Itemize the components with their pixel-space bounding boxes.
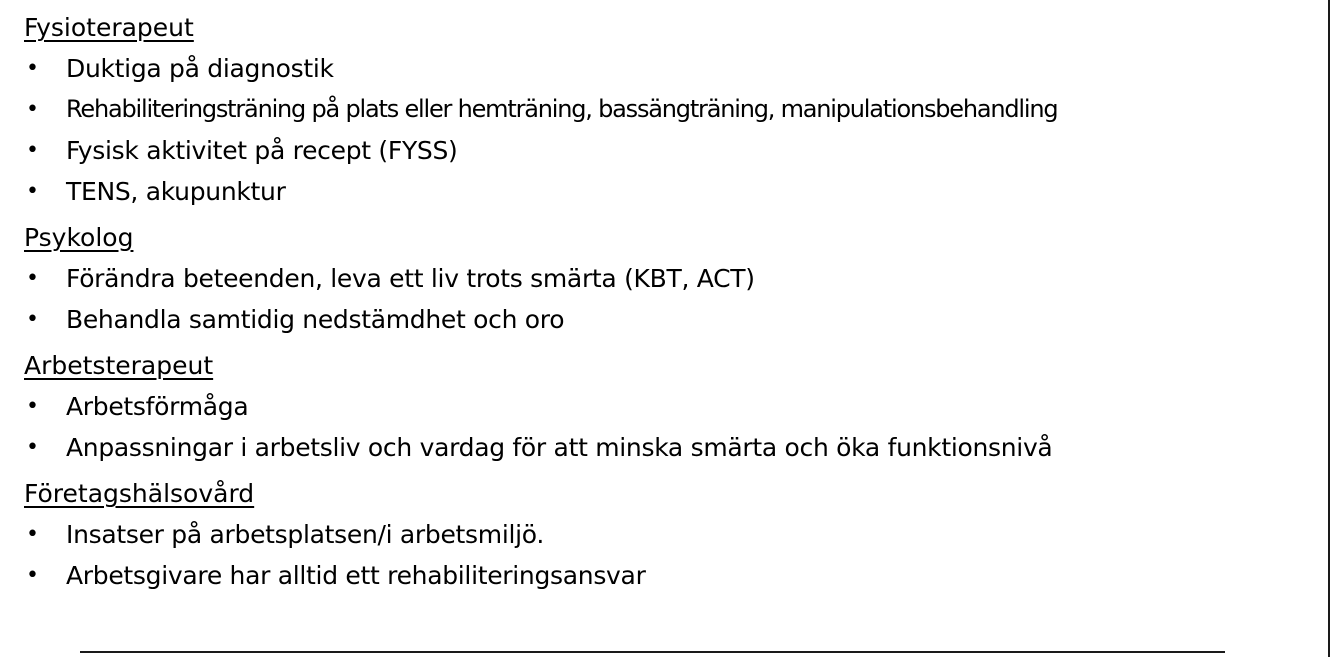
bullet-list <box>24 514 1319 596</box>
list-item-text: Anpassningar i arbetsliv och vardag för att minska smärta och öka funktionsnivå <box>66 433 1053 462</box>
bullet-icon: • <box>26 394 39 419</box>
section-arbetsterapeut <box>24 346 1319 468</box>
section-fysioterapeut <box>24 8 1319 212</box>
bullet-icon: • <box>26 307 39 332</box>
list-item-text: Förändra beteenden, leva ett liv trots smärta (KBT, ACT) <box>66 264 755 293</box>
list-item <box>24 258 1319 299</box>
list-item <box>24 386 1319 427</box>
list-item-text: Behandla samtidig nedstämdhet och oro <box>66 305 565 334</box>
list-item <box>24 299 1319 340</box>
right-border-line <box>1328 0 1330 657</box>
list-item <box>24 130 1319 171</box>
bullet-icon: • <box>26 266 39 291</box>
list-item <box>24 89 1319 130</box>
list-item <box>24 171 1319 212</box>
bullet-icon: • <box>26 138 39 163</box>
list-item-text: Duktiga på diagnostik <box>66 54 334 83</box>
bullet-icon: • <box>26 435 39 460</box>
bottom-divider-line <box>80 651 1225 653</box>
section-foretagshalsovard <box>24 474 1319 596</box>
bullet-icon: • <box>26 179 39 204</box>
section-psykolog <box>24 218 1319 340</box>
section-heading: Fysioterapeut <box>24 13 194 42</box>
list-item <box>24 514 1319 555</box>
list-item <box>24 555 1319 596</box>
bullet-icon: • <box>26 56 39 81</box>
section-heading: Företagshälsovård <box>24 479 255 508</box>
list-item-text: Arbetsgivare har alltid ett rehabiliteringsansvar <box>66 561 646 590</box>
bullet-list <box>24 386 1319 468</box>
bullet-icon: • <box>26 97 38 122</box>
bullet-list <box>24 258 1319 340</box>
list-item-text: Fysisk aktivitet på recept (FYSS) <box>66 136 458 165</box>
bullet-list <box>24 48 1319 212</box>
list-item <box>24 48 1319 89</box>
list-item-text: TENS, akupunktur <box>66 177 286 206</box>
content-area <box>24 8 1319 596</box>
list-item-text: Arbetsförmåga <box>66 392 249 421</box>
list-item-text: Insatser på arbetsplatsen/i arbetsmiljö. <box>66 520 544 549</box>
bullet-icon: • <box>26 522 39 547</box>
list-item-text: Rehabiliteringsträning på plats eller hemträning, bassängträning, manipulationsbehandling <box>66 95 1058 123</box>
section-heading: Psykolog <box>24 223 134 252</box>
section-heading: Arbetsterapeut <box>24 351 214 380</box>
bullet-icon: • <box>26 563 39 588</box>
list-item <box>24 427 1319 468</box>
